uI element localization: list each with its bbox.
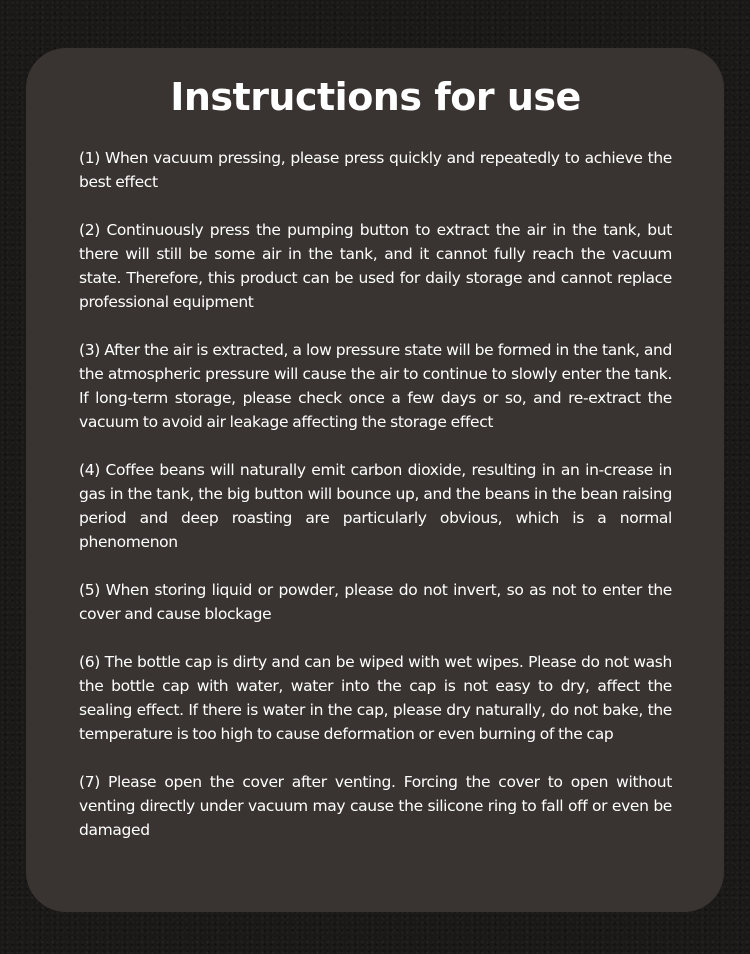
instruction-item-7: (7) Please open the cover after venting. Forcing the cover to open without venting directly under vacuum may cause the silicone ring to fall off or even be damaged [79,773,672,839]
instruction-item-1: (1) When vacuum pressing, please press quickly and repeatedly to achieve the best effect [79,149,672,191]
instructions-panel [26,48,724,912]
instruction-item-4: (4) Coffee beans will naturally emit carbon dioxide, resulting in an in-crease in gas in the tank, the big button will bounce up, and the beans in the bean raising period and deep roasting are particularly obvious, which is a normal phenomenon [79,461,672,551]
instruction-item-5: (5) When storing liquid or powder, please do not invert, so as not to enter the cover and cause blockage [79,581,672,623]
instruction-item-3: (3) After the air is extracted, a low pressure state will be formed in the tank, and the atmospheric pressure will cause the air to continue to slowly enter the tank. If long-term storage, please check once a few days or so, and re-extract the vacuum to avoid air leakage affecting the storage effect [79,341,672,431]
page-title: Instructions for use [170,75,581,119]
instruction-item-6: (6) The bottle cap is dirty and can be wiped with wet wipes. Please do not wash the bottle cap with water, water into the cap is not easy to dry, affect the sealing effect. If there is water in the cap, please dry naturally, do not bake, the temperature is too high to cause deformation or even burning of the cap [79,653,672,743]
instruction-item-2: (2) Continuously press the pumping button to extract the air in the tank, but there will still be some air in the tank, and it cannot fully reach the vacuum state. Therefore, this product can be used for daily storage and cannot replace professional equipment [79,221,672,311]
instructions-list [79,146,672,842]
